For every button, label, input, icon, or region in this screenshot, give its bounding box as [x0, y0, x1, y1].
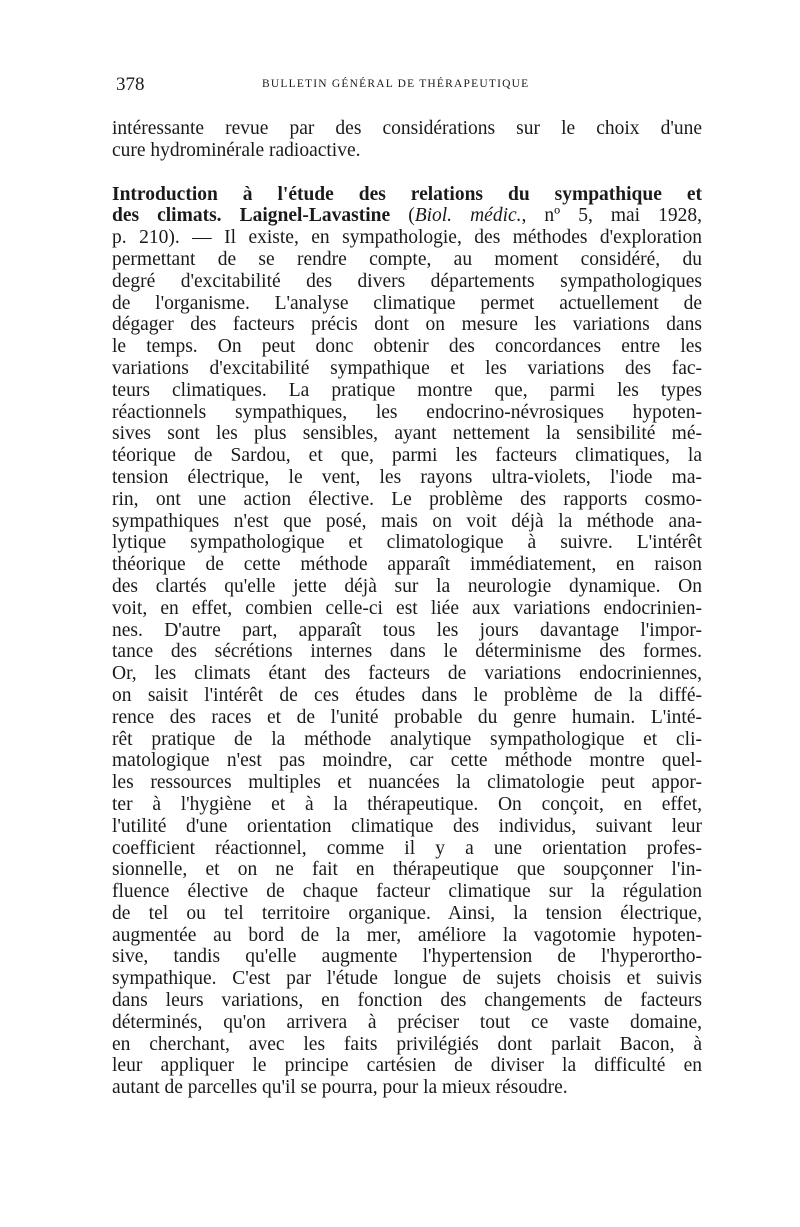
- text-line: ter à l'hygiène et à la thérapeutique. On conçoit, en effet,: [112, 793, 702, 815]
- text-line: de l'organisme. L'analyse climatique permet actuellement de: [112, 292, 702, 314]
- page-number: 378: [116, 74, 145, 95]
- text-line: tension électrique, le vent, les rayons ultra-violets, l'iode ma-: [112, 466, 702, 488]
- text-line: les ressources multiples et nuancées la climatologie peut appor-: [112, 772, 702, 794]
- text-line: lytique sympathologique et climatologique à suivre. L'intérêt: [112, 532, 702, 554]
- citation-details: , nº 5, mai 1928,: [521, 205, 702, 227]
- page-header: [116, 74, 704, 100]
- text-line: rêt pratique de la méthode analytique sympathologique et cli-: [112, 728, 702, 750]
- text-line: augmentée au bord de la mer, améliore la vagotomie hypoten-: [112, 924, 702, 946]
- text-line: sympathique. C'est par l'étude longue de sujets choisis et suivis: [112, 968, 702, 990]
- text-line: matologique n'est pas moindre, car cette méthode montre quel-: [112, 750, 702, 772]
- text-line: teurs climatiques. La pratique montre que, parmi les types: [112, 379, 702, 401]
- text-line: p. 210). — Il existe, en sympathologie, des méthodes d'exploration: [112, 227, 702, 249]
- text-line: coefficient réactionnel, comme il y a une orientation profes-: [112, 837, 702, 859]
- paragraph-gap: [112, 162, 702, 184]
- text-line: on saisit l'intérêt de ces études dans le problème de la diffé-: [112, 684, 702, 706]
- text-line: sive, tandis qu'elle augmente l'hypertension de l'hyperortho-: [112, 946, 702, 968]
- text-line: téorique de Sardou, et que, parmi les facteurs climatiques, la: [112, 445, 702, 467]
- text-line: tance des sécrétions internes dans le déterminisme des formes.: [112, 641, 702, 663]
- text-line: autant de parcelles qu'il se pourra, pour la mieux résoudre.: [112, 1077, 568, 1099]
- text-line: rence des races et de l'unité probable du genre humain. L'inté-: [112, 706, 702, 728]
- page-body: [112, 118, 702, 1099]
- text-line: fluence élective de chaque facteur climatique sur la régulation: [112, 881, 702, 903]
- text-line: nes. D'autre part, apparaît tous les jours davantage l'impor-: [112, 619, 702, 641]
- text-line: intéressante revue par des considérations sur le choix d'une: [112, 118, 702, 139]
- citation-open: (: [390, 205, 415, 227]
- text-line: cure hydrominérale radioactive.: [112, 139, 361, 161]
- text-line: sionnelle, et on ne fait en thérapeutique que soupçonner l'in-: [112, 859, 702, 881]
- running-title: BULLETIN GÉNÉRAL DE THÉRAPEUTIQUE: [262, 78, 530, 90]
- text-line: dégager des facteurs précis dont on mesure les variations dans: [112, 314, 702, 336]
- citation-journal: Biol. médic.: [414, 205, 522, 227]
- text-line: Or, les climats étant des facteurs de variations endocriniennes,: [112, 663, 702, 685]
- article-title-line: Introduction à l'étude des relations du sympathique et: [112, 183, 702, 205]
- text-line: voit, en effet, combien celle-ci est liée aux variations endocrinien-: [112, 597, 702, 619]
- text-line: déterminés, qu'on arrivera à préciser tout ce vaste domaine,: [112, 1011, 702, 1033]
- text-line: des clartés qu'elle jette déjà sur la neurologie dynamique. On: [112, 575, 702, 597]
- text-line: variations d'excitabilité sympathique et les variations des fac-: [112, 357, 702, 379]
- text-line: le temps. On peut donc obtenir des concordances entre les: [112, 336, 702, 358]
- article-title-author: des climats. Laignel-Lavastine: [112, 205, 391, 227]
- text-line: permettant de se rendre compte, au moment considéré, du: [112, 248, 702, 270]
- article-body: [112, 249, 702, 1099]
- text-line: l'utilité d'une orientation climatique des individus, suivant leur: [112, 815, 702, 837]
- text-line: réactionnels sympathiques, les endocrino-névrosiques hypoten-: [112, 401, 702, 423]
- text-line: degré d'excitabilité des divers départements sympathologiques: [112, 270, 702, 292]
- text-line: théorique de cette méthode apparaît immédiatement, en raison: [112, 554, 702, 576]
- text-line: leur appliquer le principe cartésien de diviser la difficulté en: [112, 1055, 702, 1077]
- text-line: dans leurs variations, en fonction des changements de facteurs: [112, 990, 702, 1012]
- text-line: sives sont les plus sensibles, ayant nettement la sensibilité mé-: [112, 423, 702, 445]
- text-line: de tel ou tel territoire organique. Ainsi, la tension électrique,: [112, 902, 702, 924]
- text-line: sympathiques n'est que posé, mais on voit déjà la méthode ana-: [112, 510, 702, 532]
- article-title-line-2: [112, 205, 702, 227]
- text-line: rin, ont une action élective. Le problème des rapports cosmo-: [112, 488, 702, 510]
- text-line: en cherchant, avec les faits privilégiés dont parlait Bacon, à: [112, 1033, 702, 1055]
